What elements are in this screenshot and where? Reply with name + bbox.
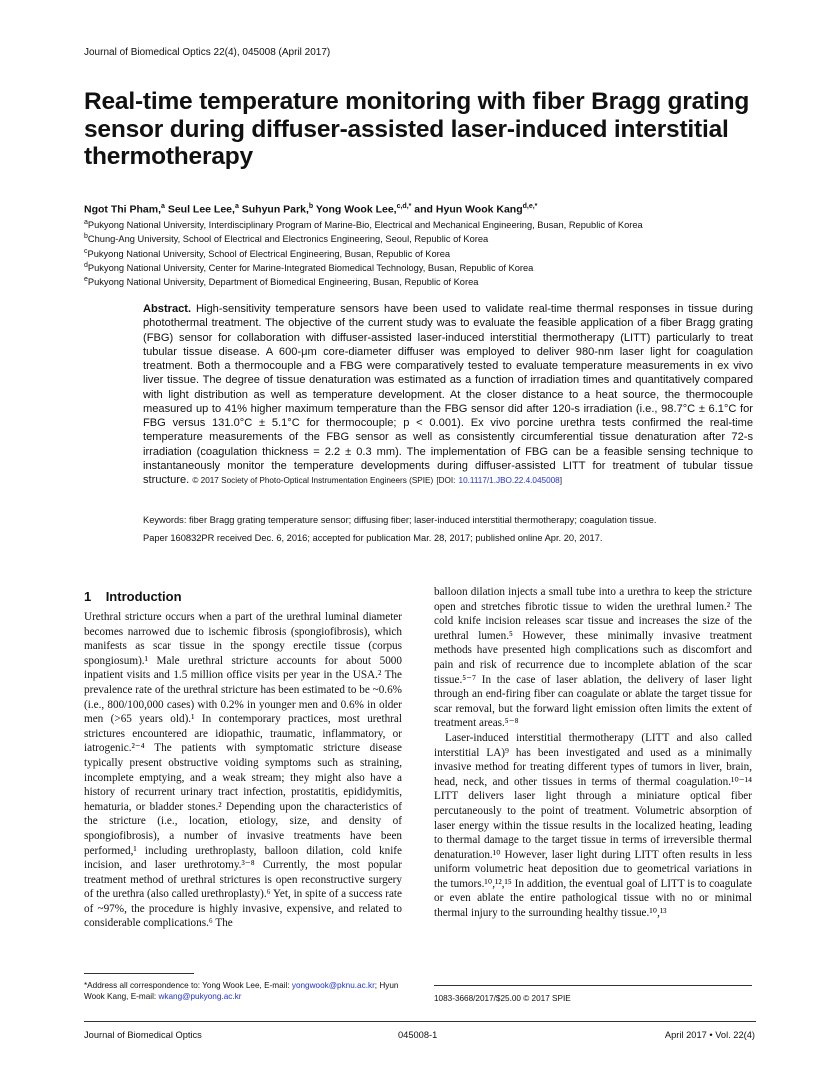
body-paragraph: balloon dilation injects a small tube into a urethra to keep the stricture open and stretches fibrotic tissue to widen the urethral lumen.² The cold knife incision releases scar tissue and increases the size of the urethral lumen.⁵ However, these minimally invasive treatment methods have presented high complications such as discomfort and pain and risk of recurrence due to incomplete ablation of the scar tissue.⁵⁻⁷ In the case of laser ablation, the delivery of laser light through an end-firing fiber can coagulate or ablate the target tissue for scar removal, but the forward light emission often limits the extent of treatment areas.⁵⁻⁸	[434, 586, 752, 730]
section-number: 1	[84, 589, 92, 604]
body-paragraph: Urethral stricture occurs when a part of the urethral luminal diameter becomes narrowed due to ischemic fibrosis (spongiofibrosis), which manifests as scar tissue in the spongy erectile tissue (corpus spongiosum).¹ Male urethral stricture accounts for about 5000 inpatient visits and 1.5 million office visits per year in the USA.² The prevalence rate of the urethral stricture has been estimated to be ~0.6% (i.e., 800/100,000 cases) with 0.2% in younger men and 0.6% in older men (>65 years old).¹ In contemporary practices, most urethral strictures encountered are idiopathic, traumatic, inflammatory, or iatrogenic.²⁻⁴ The patients with symptomatic stricture disease typically present obstructive voiding symptoms such as straining, incomplete emptying, and a weak stream; they might also have a history of recurrent urinary tract infection, prostatitis, epididymitis, hematuria, or bladder stones.² Depending upon the characteristics of the stricture (i.e., location, etiology, size, and density of spongiofibrosis), a number of invasive treatments have been performed,¹ including urethroplasty, balloon dilation, cold knife incision, and laser urethrotomy.³⁻⁸ Currently, the most popular treatment method of urethral strictures is open reconstructive surgery of the urethra (also called urethroplasty).⁶ Yet, in spite of a success rate of ~97%, the procedure is highly invasive, expensive, and related to considerable complications.⁶ The	[84, 611, 402, 930]
footer-journal: Journal of Biomedical Optics	[84, 1030, 202, 1040]
correspondence-footnote	[84, 980, 404, 1002]
footer-issue: April 2017 • Vol. 22(4)	[664, 1030, 755, 1040]
doi-suffix: ]	[559, 476, 563, 485]
section-title: Introduction	[105, 589, 182, 604]
author-affiliation-mark: d,e,*	[522, 203, 538, 210]
affiliation-line	[84, 260, 643, 274]
paper-title: Real-time temperature monitoring with fiber Bragg grating sensor during diffuser-assisted laser-induced interstitial thermotherapy	[84, 88, 750, 170]
affiliation-text: Chung-Ang University, School of Electrical and Electronics Engineering, Seoul, Republic of Korea	[87, 234, 489, 245]
copyright-notice: © 2017 Society of Photo-Optical Instrumentation Engineers (SPIE)	[192, 476, 434, 485]
body-paragraph: Laser-induced interstitial thermotherapy (LITT and also called interstitial LA)⁹ has been investigated and used as a minimally invasive method for treating different types of tumors in liver, brain, head, neck, and other tissues in terms of thermal coagulation.¹⁰⁻¹⁴ LITT delivers laser light through a miniature optical fiber percutaneously to the point of treatment. Volumetric absorption of laser energy within the tissue results in the localized heating, leading to thermal damage to the target tissue in terms of irreversible thermal denaturation.¹⁰ However, laser light during LITT often results in less uniform volumetric heat deposition due to geometrical variations in the tumors.¹⁰,¹²,¹⁵ In addition, the eventual goal of LITT is to coagulate or even ablate the entire pathological tissue with no or minimal thermal injury to the surrounding healthy tissue.¹⁰,¹³	[434, 731, 752, 920]
email-link-2[interactable]: wkang@pukyong.ac.kr	[158, 992, 242, 1001]
affiliation-text: Pukyong National University, Center for Marine-Integrated Biomedical Technology, Busan, Republic of Korea	[87, 262, 534, 273]
author-affiliation-mark: a	[161, 203, 165, 210]
affiliation-line	[84, 217, 643, 231]
footnote-middle: ; Hyun Wook Kang, E-mail:	[84, 981, 399, 1001]
section-heading	[84, 589, 182, 604]
doi-prefix: [DOI:	[436, 476, 456, 485]
author-name: Suhyun Park,	[238, 203, 309, 216]
author-list	[84, 203, 537, 216]
affiliation-mark: b	[84, 233, 88, 241]
footer-page-id: 045008-1	[398, 1030, 438, 1040]
abstract-label: Abstract.	[143, 303, 192, 315]
author-name: and Hyun Wook Kang	[411, 203, 523, 216]
email-link-1[interactable]: yongwook@pknu.ac.kr	[291, 981, 375, 990]
author-name: Seul Lee Lee,	[164, 203, 235, 216]
abstract-text: High-sensitivity temperature sensors have been used to validate real-time thermal responses in tissue during photothermal treatment. The objective of the current study was to evaluate the feasible application of a fiber Bragg grating (FBG) sensor for collaboration with diffuser-assisted laser-induced interstitial thermotherapy (LITT) particularly to treat tubular tissue disease. A 600-μm core-diameter diffuser was employed to deliver 980-nm laser light for coagulation treatment. Both a thermocouple and a FBG were comparatively tested to evaluate temperature measurements in ex vivo liver tissue. The degree of tissue denaturation was estimated as a function of irradiation times and quantitatively compared with light distribution as well as temperature development. At the closer distance to a heat source, the thermocouple measured up to 41% higher maximum temperature than the FBG sensor did after 120-s irradiation (i.e., 98.7°C ± 6.1°C for FBG versus 131.0°C ± 5.1°C for thermocouple; p < 0.001). Ex vivo porcine urethra tests confirmed the real-time temperature measurements of the FBG sensor as well as consistently circumferential tissue denaturation after 72-s irradiation (coagulation thickness = 2.2 ± 0.3 mm). The implementation of FBG can be a feasible sensing technique to instantaneously monitor the temperature developments during diffuser-assisted LITT for treatment of tubular tissue structure.	[143, 303, 753, 486]
abstract	[143, 302, 753, 488]
affiliation-text: Pukyong National University, Department of Biomedical Engineering, Busan, Republic of Korea	[87, 277, 479, 288]
doi-link[interactable]: 10.1117/1.JBO.22.4.045008	[458, 476, 560, 485]
paper-history: Paper 160832PR received Dec. 6, 2016; accepted for publication Mar. 28, 2017; published online Apr. 20, 2017.	[143, 533, 603, 543]
affiliation-mark: d	[84, 261, 88, 269]
affiliation-line	[84, 246, 643, 260]
journal-header: Journal of Biomedical Optics 22(4), 045008 (April 2017)	[84, 47, 331, 58]
footer-divider	[84, 1021, 756, 1022]
footnote-divider	[84, 973, 194, 974]
affiliation-text: Pukyong National University, Interdisciplinary Program of Marine-Bio, Electrical and Mechanical Engineering, Busan, Republic of Korea	[87, 220, 643, 231]
author-name: Ngot Thi Pham,	[84, 203, 161, 216]
author-name: Yong Wook Lee,	[313, 203, 397, 216]
affiliation-mark: c	[84, 247, 88, 255]
affiliation-list	[84, 217, 643, 288]
keywords: Keywords: fiber Bragg grating temperature sensor; diffusing fiber; laser-induced interstitial thermotherapy; coagulation tissue.	[143, 515, 657, 525]
affiliation-mark: e	[84, 276, 88, 284]
footnote-divider	[434, 985, 752, 986]
body-column-left	[84, 610, 402, 931]
affiliation-line	[84, 274, 643, 288]
issn-footnote: 1083-3668/2017/$25.00 © 2017 SPIE	[434, 994, 571, 1003]
author-affiliation-mark: a	[234, 203, 239, 210]
affiliation-mark: a	[84, 219, 88, 226]
footnote-prefix: *Address all correspondence to: Yong Wook Lee, E-mail:	[84, 981, 292, 990]
affiliation-line	[84, 231, 643, 245]
affiliation-text: Pukyong National University, School of Electrical Engineering, Busan, Republic of Korea	[87, 248, 451, 259]
author-affiliation-mark: c,d,*	[396, 203, 412, 210]
body-column-right	[434, 585, 752, 921]
author-affiliation-mark: b	[308, 203, 314, 210]
